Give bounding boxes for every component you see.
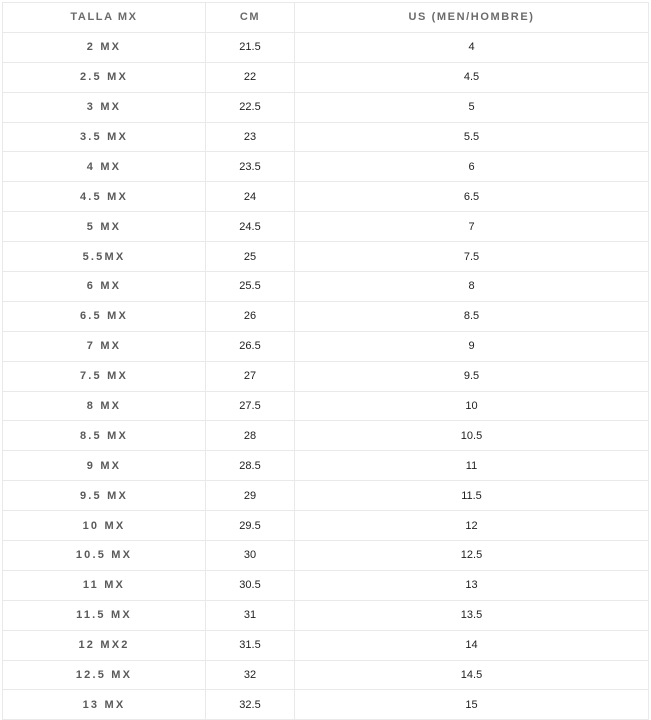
table-row	[3, 182, 649, 212]
table-row	[3, 152, 649, 182]
table-row	[3, 331, 649, 361]
cell-talla-mx: 5 MX	[3, 212, 206, 242]
cell-us-men: 11	[295, 451, 649, 481]
cell-cm: 22.5	[206, 92, 295, 122]
cell-cm: 27.5	[206, 391, 295, 421]
cell-talla-mx: 8 MX	[3, 391, 206, 421]
cell-us-men: 8.5	[295, 301, 649, 331]
cell-cm: 31	[206, 600, 295, 630]
cell-us-men: 7.5	[295, 242, 649, 272]
cell-cm: 28.5	[206, 451, 295, 481]
cell-us-men: 11.5	[295, 481, 649, 511]
cell-cm: 24	[206, 182, 295, 212]
cell-talla-mx: 12.5 MX	[3, 660, 206, 690]
cell-us-men: 7	[295, 212, 649, 242]
cell-us-men: 4	[295, 32, 649, 62]
cell-talla-mx: 6 MX	[3, 272, 206, 302]
cell-talla-mx: 10 MX	[3, 511, 206, 541]
table-row	[3, 32, 649, 62]
table-row	[3, 630, 649, 660]
cell-us-men: 6	[295, 152, 649, 182]
cell-cm: 26	[206, 301, 295, 331]
cell-us-men: 5	[295, 92, 649, 122]
cell-cm: 31.5	[206, 630, 295, 660]
cell-talla-mx: 7 MX	[3, 331, 206, 361]
cell-talla-mx: 12 MX2	[3, 630, 206, 660]
cell-us-men: 10.5	[295, 421, 649, 451]
cell-us-men: 9.5	[295, 361, 649, 391]
cell-cm: 24.5	[206, 212, 295, 242]
cell-talla-mx: 13 MX	[3, 690, 206, 720]
cell-cm: 26.5	[206, 331, 295, 361]
cell-talla-mx: 4 MX	[3, 152, 206, 182]
cell-cm: 23	[206, 122, 295, 152]
cell-cm: 23.5	[206, 152, 295, 182]
header-cm: CM	[206, 3, 295, 33]
table-row	[3, 660, 649, 690]
table-row	[3, 690, 649, 720]
cell-cm: 28	[206, 421, 295, 451]
cell-us-men: 15	[295, 690, 649, 720]
cell-talla-mx: 4.5 MX	[3, 182, 206, 212]
cell-cm: 30.5	[206, 570, 295, 600]
cell-us-men: 10	[295, 391, 649, 421]
cell-us-men: 5.5	[295, 122, 649, 152]
cell-talla-mx: 11 MX	[3, 570, 206, 600]
cell-talla-mx: 7.5 MX	[3, 361, 206, 391]
table-row	[3, 62, 649, 92]
cell-talla-mx: 5.5MX	[3, 242, 206, 272]
cell-cm: 29	[206, 481, 295, 511]
cell-talla-mx: 2.5 MX	[3, 62, 206, 92]
cell-us-men: 8	[295, 272, 649, 302]
cell-cm: 32.5	[206, 690, 295, 720]
size-chart-table	[2, 2, 649, 720]
cell-talla-mx: 9 MX	[3, 451, 206, 481]
cell-cm: 30	[206, 541, 295, 571]
cell-us-men: 4.5	[295, 62, 649, 92]
cell-us-men: 12	[295, 511, 649, 541]
cell-cm: 25.5	[206, 272, 295, 302]
table-row	[3, 301, 649, 331]
cell-cm: 32	[206, 660, 295, 690]
cell-talla-mx: 6.5 MX	[3, 301, 206, 331]
table-row	[3, 570, 649, 600]
cell-talla-mx: 10.5 MX	[3, 541, 206, 571]
table-row	[3, 481, 649, 511]
cell-us-men: 9	[295, 331, 649, 361]
table-row	[3, 511, 649, 541]
cell-us-men: 6.5	[295, 182, 649, 212]
cell-talla-mx: 11.5 MX	[3, 600, 206, 630]
cell-cm: 25	[206, 242, 295, 272]
table-row	[3, 361, 649, 391]
cell-us-men: 13	[295, 570, 649, 600]
table-row	[3, 541, 649, 571]
table-row	[3, 391, 649, 421]
cell-cm: 22	[206, 62, 295, 92]
size-chart-header	[3, 3, 649, 33]
cell-us-men: 14.5	[295, 660, 649, 690]
cell-talla-mx: 3 MX	[3, 92, 206, 122]
header-row	[3, 3, 649, 33]
table-row	[3, 122, 649, 152]
size-chart-body	[3, 32, 649, 719]
table-row	[3, 421, 649, 451]
cell-cm: 29.5	[206, 511, 295, 541]
table-row	[3, 451, 649, 481]
table-row	[3, 92, 649, 122]
cell-talla-mx: 8.5 MX	[3, 421, 206, 451]
cell-talla-mx: 3.5 MX	[3, 122, 206, 152]
header-talla-mx: TALLA MX	[3, 3, 206, 33]
table-row	[3, 242, 649, 272]
table-row	[3, 272, 649, 302]
table-row	[3, 600, 649, 630]
cell-us-men: 14	[295, 630, 649, 660]
cell-us-men: 12.5	[295, 541, 649, 571]
cell-talla-mx: 9.5 MX	[3, 481, 206, 511]
cell-cm: 27	[206, 361, 295, 391]
cell-talla-mx: 2 MX	[3, 32, 206, 62]
cell-cm: 21.5	[206, 32, 295, 62]
cell-us-men: 13.5	[295, 600, 649, 630]
table-row	[3, 212, 649, 242]
header-us-men: US (MEN/HOMBRE)	[295, 3, 649, 33]
